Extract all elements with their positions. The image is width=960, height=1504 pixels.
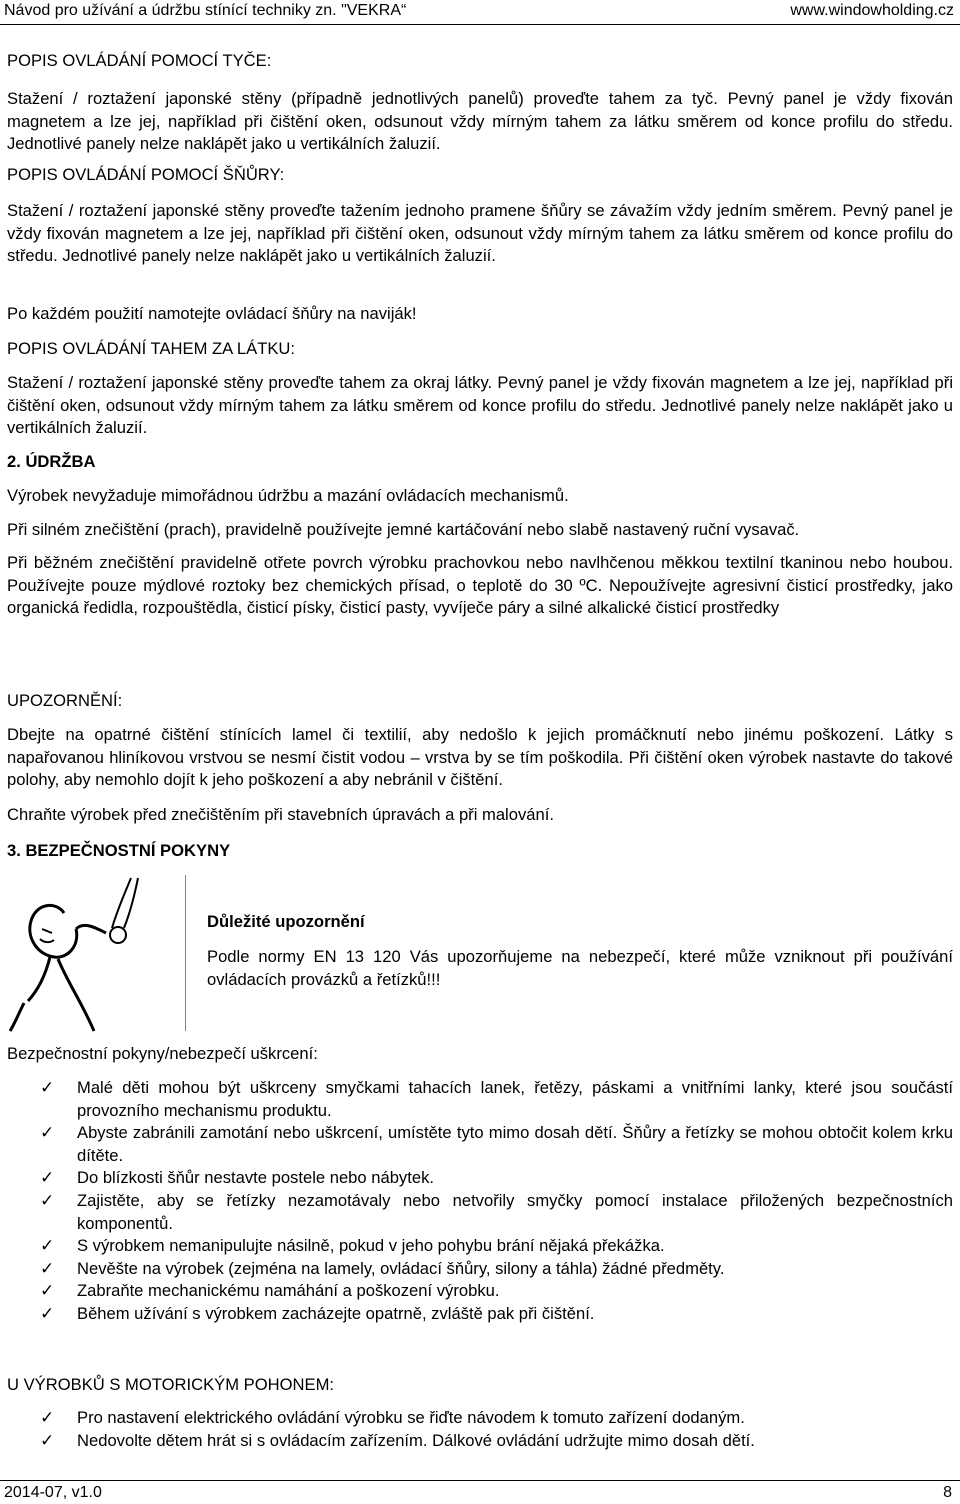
udrzba-p2: Při silném znečištění (prach), pravidelně používejte jemné kartáčování nebo slabě nastavený ruční vysavač. xyxy=(7,520,800,539)
header-title: Návod pro užívání a údržbu stínící techniky zn. "VEKRA“ xyxy=(4,2,407,19)
list-item: ✓ Abyste zabránili zamotání nebo uškrcení, umístěte tyto mimo dosah dětí. Šňůry a řetízky se mohou obtočit kolem krku dítěte. xyxy=(40,1123,953,1165)
check-icon: ✓ xyxy=(40,1168,55,1188)
page-header xyxy=(0,0,960,24)
uskrceni-heading: Bezpečnostní pokyny/nebezpečí uškrcení: xyxy=(7,1044,318,1063)
check-icon: ✓ xyxy=(40,1236,55,1256)
header-divider xyxy=(0,24,960,25)
udrzba-heading: 2. ÚDRŽBA xyxy=(7,452,96,471)
tyc-text: Stažení / roztažení japonské stěny (případně jednotlivých panelů) proveďte tahem za tyč. Pevný panel je vždy fixován magnetem a lze jej, například při čištění oken, odsunout vždy mírným tahem za látku směrem od konce profilu do středu. Jednotlivé panely nelze naklápět jako u vertikálních žaluzií. xyxy=(7,89,953,154)
list-item: ✓ Do blízkosti šňůr nestavte postele nebo nábytek. xyxy=(7,1167,953,1190)
upozorneni-p1: Dbejte na opatrné čištění stínících lamel či textilií, aby nedošlo k jejich promáčknutí nebo jinému poškození. Látky s napařovanou hliníkovou vrstvou se nesmí čistit vodou – vrstva by se tím poškodila. Při čištění oken výrobek nastavte do takové polohy, aby nemohlo dojít k jeho poškození a aby nebránil v čištění. xyxy=(7,725,953,790)
footer-version: 2014-07, v1.0 xyxy=(4,1484,102,1501)
latka-text: Stažení / roztažení japonské stěny proveďte tahem za okraj látky. Pevný panel je vždy fixován magnetem a lze jej, například při čištění oken, odsunout vždy mírným tahem za látku směrem od konce profilu do středu. Jednotlivé panely nelze naklápět jako u vertikálních žaluzií. xyxy=(7,373,953,438)
motor-list xyxy=(7,1407,953,1452)
check-icon: ✓ xyxy=(40,1281,55,1301)
list-item: ✓ Během užívání s výrobkem zacházejte opatrně, zvláště pak při čištění. xyxy=(7,1303,953,1326)
check-icon: ✓ xyxy=(40,1190,55,1210)
snura-heading: POPIS OVLÁDÁNÍ POMOCÍ ŠŇŮRY: xyxy=(7,165,285,184)
udrzba-p3: Při běžném znečištění pravidelně otřete povrch výrobku prachovkou nebo navlhčenou měkkou textilní tkaninou nebo houbou. Používejte pouze mýdlové roztoky bez chemických přísad, o teplotě do 30 ºC. Nepoužívejte agresivní čisticí prostředky, jako organická ředidla, rozpouštědla, čisticí písky, čisticí pasty, vyvíječe páry a silné alkalické čisticí prostředky xyxy=(7,553,953,618)
check-icon: ✓ xyxy=(40,1430,55,1450)
list-item: ✓ S výrobkem nemanipulujte násilně, pokud v jeho pohybu brání nějaká překážka. xyxy=(7,1235,953,1258)
bezpecnost-heading: 3. BEZPEČNOSTNÍ POKYNY xyxy=(7,841,231,860)
page-footer xyxy=(0,1480,960,1504)
snura-note: Po každém použití namotejte ovládací šňůry na naviják! xyxy=(7,304,417,323)
check-icon: ✓ xyxy=(40,1303,55,1323)
list-item: ✓ Zabraňte mechanickému namáhání a poškození výrobku. xyxy=(7,1280,953,1303)
list-item: ✓ Zajistěte, aby se řetízky nezamotávaly nebo netvořily smyčky pomocí instalace přiložených bezpečnostních komponentů. xyxy=(40,1190,953,1233)
udrzba-p1: Výrobek nevyžaduje mimořádnou údržbu a mazání ovládacích mechanismů. xyxy=(7,486,569,505)
latka-heading: POPIS OVLÁDÁNÍ TAHEM ZA LÁTKU: xyxy=(7,339,296,358)
uskrceni-list xyxy=(7,1077,953,1326)
list-item: ✓ Malé děti mohou být uškrceny smyčkami tahacích lanek, řetězy, páskami a vnitřními lanky, které jsou součástí provozního mechanismu produktu. xyxy=(40,1078,953,1120)
header-url: www.windowholding.cz xyxy=(790,2,954,19)
snura-text: Stažení / roztažení japonské stěny proveďte tažením jednoho pramene šňůry se závažím vždy jedním směrem. Pevný panel je vždy fixován magnetem a lze jej, například při čištění oken, odsunout vždy mírným tahem za látku směrem od konce profilu do středu. Jednotlivé panely nelze naklápět jako u vertikálních žaluzií. xyxy=(7,201,953,266)
motor-heading: U VÝROBKŮ S MOTORICKÝM POHONEM: xyxy=(7,1375,334,1394)
dulezite-text: Podle normy EN 13 120 Vás upozorňujeme na nebezpečí, které může vzniknout při používání ovládacích provázků a řetízků!!! xyxy=(207,947,953,989)
list-item: ✓ Nevěšte na výrobek (zejména na lamely, ovládací šňůry, silony a táhla) žádné předměty. xyxy=(7,1258,953,1281)
upozorneni-heading: UPOZORNĚNÍ: xyxy=(7,691,123,710)
dulezite-heading: Důležité upozornění xyxy=(207,912,365,931)
tyc-heading: POPIS OVLÁDÁNÍ POMOCÍ TYČE: xyxy=(7,51,272,70)
check-icon: ✓ xyxy=(40,1123,55,1143)
list-item: ✓ Pro nastavení elektrického ovládání výrobku se řiďte návodem k tomuto zařízení dodaným. xyxy=(7,1407,953,1430)
child-cord-warning-illustration xyxy=(6,873,186,1033)
footer-divider xyxy=(0,1480,960,1481)
page-number: 8 xyxy=(943,1484,952,1501)
upozorneni-p2: Chraňte výrobek před znečištěním při stavebních úpravách a při malování. xyxy=(7,805,554,824)
list-item: ✓ Nedovolte dětem hrát si s ovládacím zařízením. Dálkové ovládání udržujte mimo dosah dětí. xyxy=(7,1430,953,1453)
check-icon: ✓ xyxy=(40,1408,55,1427)
check-icon: ✓ xyxy=(40,1078,55,1097)
check-icon: ✓ xyxy=(40,1258,55,1278)
